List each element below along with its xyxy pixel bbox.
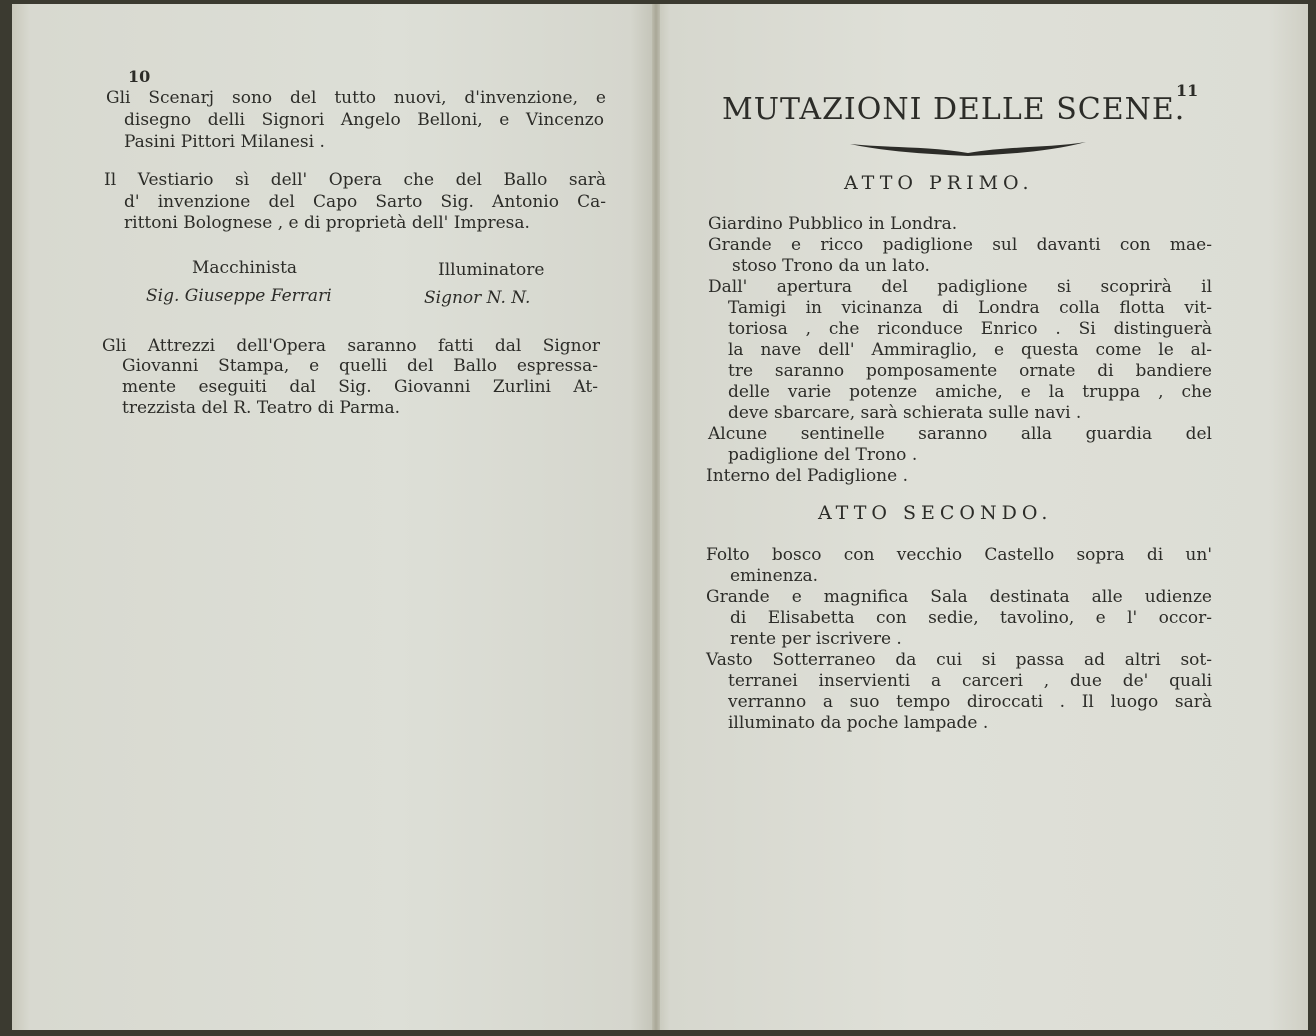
act1-line-3: stoso Trono da un lato. — [732, 256, 930, 276]
act2-line-2: eminenza. — [730, 566, 819, 586]
right-page-number: 11 — [1176, 81, 1199, 100]
book-gutter — [652, 4, 660, 1030]
lighting-label: Illuminatore — [438, 260, 545, 280]
act2-line-1: Folto bosco con vecchio Castello sopra di un' — [706, 545, 1212, 565]
act2-line-5: rente per iscrivere . — [730, 629, 902, 649]
act1-line-2: Grande e ricco padiglione sul davanti con mae- — [708, 235, 1212, 255]
act2-line-9: illuminato da poche lampade . — [728, 713, 989, 733]
scenery-line-1: Gli Scenarj sono del tutto nuovi, d'invenzione, e — [106, 88, 606, 108]
left-page-number: 10 — [128, 67, 151, 86]
costumes-line-2: d' invenzione del Capo Sarto Sig. Antonio Ca- — [124, 192, 606, 212]
act1-line-6: toriosa , che riconduce Enrico . Si distinguerà — [728, 319, 1212, 339]
act2-line-4: di Elisabetta con sedie, tavolino, e l' occor- — [730, 608, 1212, 628]
act1-line-11: Alcune sentinelle saranno alla guardia del — [708, 424, 1212, 444]
props-line-2: Giovanni Stampa, e quelli del Ballo espressa- — [122, 356, 598, 376]
act1-line-9: delle varie potenze amiche, e la truppa , che — [728, 382, 1212, 402]
left-page — [12, 4, 656, 1030]
scenery-line-3: Pasini Pittori Milanesi . — [124, 132, 325, 152]
act2-line-8: verranno a suo tempo diroccati . Il luogo sarà — [728, 692, 1212, 712]
act2-line-7: terranei inservienti a carceri , due de' quali — [728, 671, 1212, 691]
act2-line-3: Grande e magnifica Sala destinata alle udienze — [706, 587, 1212, 607]
machinist-label: Macchinista — [192, 258, 298, 278]
act1-line-13: Interno del Padiglione . — [706, 466, 908, 486]
act-two-heading: ATTO SECONDO. — [818, 502, 1053, 524]
act1-line-5: Tamigi in vicinanza di Londra colla flotta vit- — [728, 298, 1212, 318]
act1-line-8: tre saranno pomposamente ornate di bandiere — [728, 361, 1212, 381]
act1-line-10: deve sbarcare, sarà schierata sulle navi . — [728, 403, 1082, 423]
act1-line-12: padiglione del Trono . — [728, 445, 918, 465]
costumes-line-1: Il Vestiario sì dell' Opera che del Ballo sarà — [104, 170, 606, 190]
props-line-4: trezzista del R. Teatro di Parma. — [122, 398, 400, 418]
page-title: MUTAZIONI DELLE SCENE. — [722, 92, 1186, 127]
act2-line-6: Vasto Sotterraneo da cui si passa ad altri sot- — [706, 650, 1212, 670]
act-one-heading: ATTO PRIMO. — [844, 172, 1034, 194]
props-line-1: Gli Attrezzi dell'Opera saranno fatti dal Signor — [102, 336, 600, 356]
act1-line-4: Dall' apertura del padiglione si scoprirà il — [708, 277, 1212, 297]
machinist-name: Sig. Giuseppe Ferrari — [146, 286, 332, 306]
costumes-line-3: rittoni Bolognese , e di proprietà dell' Impresa. — [124, 213, 530, 233]
lighting-name: Signor N. N. — [424, 288, 531, 308]
scenery-line-2: disegno delli Signori Angelo Belloni, e Vincenzo — [124, 110, 604, 130]
props-line-3: mente eseguiti dal Sig. Giovanni Zurlini At- — [122, 377, 598, 397]
act1-line-1: Giardino Pubblico in Londra. — [708, 214, 958, 234]
act1-line-7: la nave dell' Ammiraglio, e questa come le al- — [728, 340, 1212, 360]
ornamental-rule — [848, 136, 1088, 158]
